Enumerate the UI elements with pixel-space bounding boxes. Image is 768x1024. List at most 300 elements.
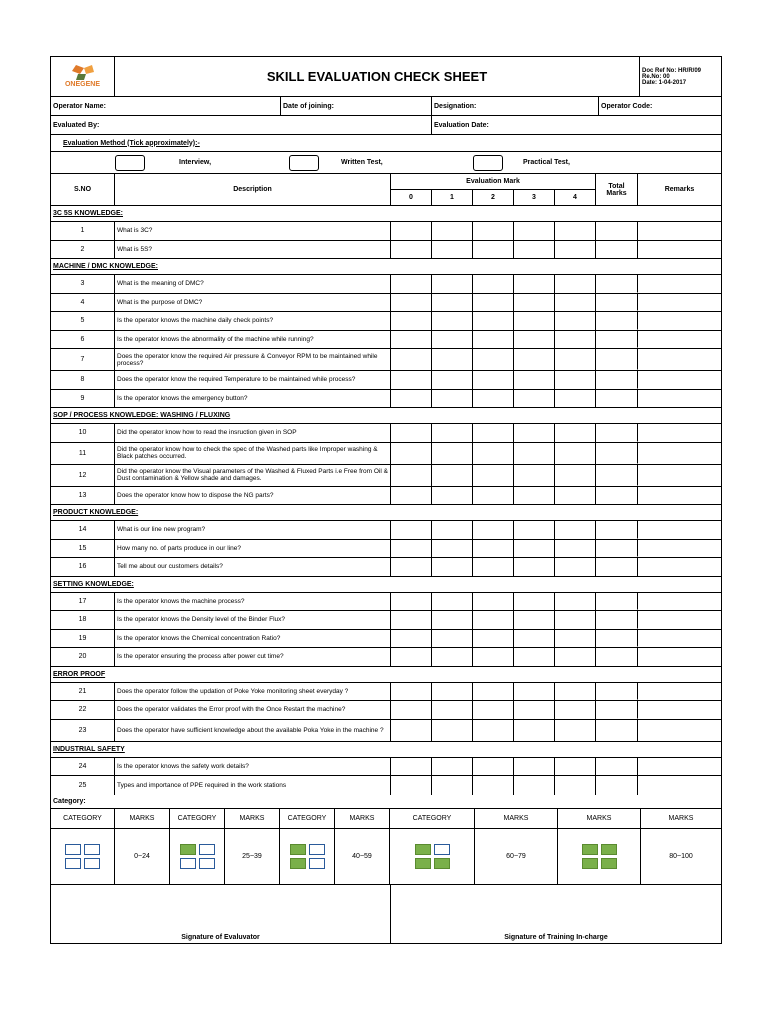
section-title-text: PRODUCT KNOWLEDGE:	[53, 509, 139, 516]
mark-cell[interactable]	[391, 776, 432, 795]
mark-cell[interactable]	[555, 611, 596, 629]
question-number: 12	[51, 465, 115, 486]
mark-cell[interactable]	[555, 424, 596, 442]
mark-cell[interactable]	[391, 701, 432, 719]
mark-cell[interactable]	[432, 424, 473, 442]
mark-columns	[391, 190, 595, 205]
mark-cell[interactable]	[432, 487, 473, 505]
question-text: What is our line new program?	[115, 521, 391, 539]
category-mark-range: 0~24	[115, 829, 170, 884]
operator-name-field[interactable]: Operator Name:	[51, 97, 281, 115]
empty-square-icon	[180, 858, 196, 869]
remarks-cell[interactable]	[638, 312, 721, 330]
mark-cell[interactable]	[473, 701, 514, 719]
mark-cell[interactable]	[432, 312, 473, 330]
mark-cell[interactable]	[514, 222, 555, 240]
empty-square-icon	[309, 844, 325, 855]
mark-cell[interactable]	[473, 630, 514, 648]
mark-cell[interactable]	[432, 390, 473, 408]
mark-cell[interactable]	[432, 349, 473, 370]
interview-checkbox[interactable]	[115, 155, 145, 171]
total-marks-cell[interactable]	[596, 776, 638, 795]
question-number: 23	[51, 720, 115, 741]
category-4-icon	[558, 829, 641, 884]
mark-cell[interactable]	[473, 349, 514, 370]
mark-cell[interactable]	[555, 443, 596, 464]
filled-square-icon	[601, 844, 617, 855]
mark-cell[interactable]	[514, 630, 555, 648]
evaluation-method-options	[51, 152, 721, 174]
mark-cell[interactable]	[391, 558, 432, 576]
mark-cell[interactable]	[514, 683, 555, 701]
total-marks-cell[interactable]	[596, 521, 638, 539]
table-row	[51, 487, 721, 506]
mark-cell[interactable]	[391, 683, 432, 701]
mark-cell[interactable]	[432, 720, 473, 741]
mark-cell[interactable]	[473, 465, 514, 486]
mark-cell[interactable]	[473, 331, 514, 349]
category-mark-range: 80~100	[669, 852, 693, 860]
category-header-row	[51, 809, 721, 829]
mark-cell[interactable]	[514, 701, 555, 719]
table-row	[51, 630, 721, 649]
mark-cell[interactable]	[432, 558, 473, 576]
mark-cell[interactable]	[555, 465, 596, 486]
mark-cell[interactable]	[473, 776, 514, 795]
mark-cell[interactable]	[432, 758, 473, 776]
evaluation-date-field[interactable]: Evaluation Date:	[434, 121, 489, 129]
remarks-cell[interactable]	[638, 349, 721, 370]
remarks-cell[interactable]	[638, 630, 721, 648]
question-text: What is 5S?	[115, 241, 391, 259]
mark-cell[interactable]	[391, 390, 432, 408]
doc-reference	[640, 57, 721, 96]
mark-cell[interactable]	[473, 758, 514, 776]
table-header	[51, 174, 721, 206]
mark-cell[interactable]	[555, 683, 596, 701]
mark-cell[interactable]	[514, 720, 555, 741]
table-row	[51, 222, 721, 241]
mark-cell[interactable]	[555, 371, 596, 389]
remarks-cell[interactable]	[638, 611, 721, 629]
mark-cell[interactable]	[391, 521, 432, 539]
remarks-cell[interactable]	[638, 390, 721, 408]
mark-cell[interactable]	[473, 424, 514, 442]
category-squares-icon	[415, 844, 450, 869]
question-number: 14	[51, 521, 115, 539]
category-1-icon	[170, 829, 225, 884]
mark-cell[interactable]	[391, 294, 432, 312]
mark-cell[interactable]	[391, 222, 432, 240]
mark-cell[interactable]	[432, 540, 473, 558]
mark-cell[interactable]	[432, 294, 473, 312]
mark-column-header: 2	[473, 190, 514, 205]
mark-cell[interactable]	[473, 683, 514, 701]
total-marks-cell[interactable]	[596, 540, 638, 558]
question-number: 22	[51, 701, 115, 719]
mark-cell[interactable]	[514, 349, 555, 370]
category-column-header: MARKS	[225, 809, 280, 828]
operator-code-field[interactable]: Operator Code:	[601, 102, 653, 110]
category-column-header: CATEGORY	[51, 809, 115, 828]
category-column-header: MARKS	[475, 809, 558, 828]
category-mark-range: 25~39	[225, 829, 280, 884]
total-marks-cell[interactable]	[596, 593, 638, 611]
mark-cell[interactable]	[473, 540, 514, 558]
remarks-cell[interactable]	[638, 241, 721, 259]
question-text: Types and importance of PPE required in the work stations	[115, 776, 391, 795]
mark-cell[interactable]	[514, 648, 555, 666]
total-marks-cell[interactable]	[596, 371, 638, 389]
category-squares-icon	[180, 844, 215, 869]
mark-cell[interactable]	[514, 294, 555, 312]
question-number: 11	[51, 443, 115, 464]
mark-cell[interactable]	[514, 487, 555, 505]
mark-cell[interactable]	[391, 443, 432, 464]
mark-cell[interactable]	[391, 241, 432, 259]
empty-square-icon	[199, 844, 215, 855]
question-text: Did the operator know the Visual parameters of the Washed & Fluxed Parts i.e Free from Oil & Dust contamination & Yellow shade and damages.	[115, 465, 391, 486]
mark-cell[interactable]	[473, 443, 514, 464]
designation-field[interactable]: Designation:	[432, 97, 599, 115]
remarks-cell[interactable]	[638, 275, 721, 293]
question-number: 24	[51, 758, 115, 776]
mark-cell[interactable]	[391, 465, 432, 486]
mark-cell[interactable]	[391, 487, 432, 505]
mark-cell[interactable]	[514, 312, 555, 330]
mark-cell[interactable]	[473, 294, 514, 312]
mark-cell[interactable]	[391, 720, 432, 741]
table-row	[51, 593, 721, 612]
section-title-text: INDUSTRIAL SAFETY	[53, 745, 125, 753]
evaluated-by-field[interactable]: Evaluated By:	[51, 116, 432, 134]
evaluation-mark-title: Evaluation Mark	[391, 174, 595, 190]
mark-cell[interactable]	[473, 312, 514, 330]
mark-column-header: 4	[573, 194, 577, 201]
total-marks-cell[interactable]	[596, 487, 638, 505]
question-text: How many no. of parts produce in our line?	[115, 540, 391, 558]
remarks-cell[interactable]	[638, 776, 721, 795]
mark-cell[interactable]	[432, 648, 473, 666]
question-number: 25	[51, 776, 115, 795]
mark-cell[interactable]	[473, 390, 514, 408]
total-marks-cell[interactable]	[596, 683, 638, 701]
table-row	[51, 241, 721, 260]
mark-cell[interactable]	[432, 630, 473, 648]
remarks-cell[interactable]	[638, 294, 721, 312]
total-marks-cell[interactable]	[596, 443, 638, 464]
total-marks-cell[interactable]	[596, 222, 638, 240]
question-number: 21	[51, 683, 115, 701]
total-marks-cell[interactable]	[596, 648, 638, 666]
total-marks-cell[interactable]	[596, 701, 638, 719]
question-number: 1	[51, 222, 115, 240]
table-row	[51, 701, 721, 720]
category-0-icon	[51, 829, 115, 884]
mark-cell[interactable]	[391, 648, 432, 666]
mark-cell[interactable]	[555, 630, 596, 648]
remarks-header: Remarks	[664, 186, 695, 193]
mark-cell[interactable]	[473, 275, 514, 293]
table-row	[51, 611, 721, 630]
mark-cell[interactable]	[432, 371, 473, 389]
section-title-text: 3C 5S KNOWLEDGE:	[53, 210, 124, 217]
mark-cell[interactable]	[391, 540, 432, 558]
mark-cell[interactable]	[514, 424, 555, 442]
evaluation-method-label: Evaluation Method (Tick approximately):-	[63, 139, 200, 147]
mark-cell[interactable]	[555, 558, 596, 576]
revision-no: Re.No: 00	[642, 73, 670, 80]
question-text: Does the operator have sufficient knowledge about the available Poka Yoke in the machine ?	[115, 720, 391, 741]
question-text: Does the operator know the required Temperature to be maintained while process?	[115, 371, 391, 389]
mark-cell[interactable]	[555, 701, 596, 719]
remarks-cell[interactable]	[638, 720, 721, 741]
filled-square-icon	[582, 858, 598, 869]
remarks-cell[interactable]	[638, 371, 721, 389]
category-column-header: CATEGORY	[170, 809, 225, 828]
category-3-icon	[390, 829, 475, 884]
total-marks-cell[interactable]	[596, 558, 638, 576]
mark-cell[interactable]	[514, 371, 555, 389]
doc-ref-no: Doc Ref No: HR/R/09	[642, 67, 702, 74]
mark-cell[interactable]	[473, 720, 514, 741]
mark-cell[interactable]	[514, 776, 555, 795]
category-mark-range: 40~59	[335, 829, 390, 884]
mark-cell[interactable]	[555, 487, 596, 505]
mark-cell[interactable]	[473, 593, 514, 611]
total-marks-cell[interactable]	[596, 275, 638, 293]
filled-square-icon	[180, 844, 196, 855]
mark-cell[interactable]	[473, 487, 514, 505]
mark-cell[interactable]	[514, 331, 555, 349]
mark-column-header: 1	[432, 190, 473, 205]
mark-cell[interactable]	[514, 611, 555, 629]
question-number: 16	[51, 558, 115, 576]
mark-cell[interactable]	[391, 371, 432, 389]
category-column-header: MARKS	[558, 809, 641, 828]
total-marks-cell[interactable]	[596, 630, 638, 648]
remarks-cell[interactable]	[638, 558, 721, 576]
table-row	[51, 443, 721, 465]
mark-cell[interactable]	[432, 611, 473, 629]
filled-square-icon	[582, 844, 598, 855]
table-row	[51, 424, 721, 443]
practical-test-checkbox[interactable]	[473, 155, 503, 171]
mark-cell[interactable]	[432, 275, 473, 293]
section-title	[51, 206, 721, 222]
mark-cell[interactable]	[514, 540, 555, 558]
question-text: Does the operator know the required Air pressure & Conveyor RPM to be maintained while process?	[115, 349, 391, 370]
mark-cell[interactable]	[514, 593, 555, 611]
mark-cell[interactable]	[432, 593, 473, 611]
mark-cell[interactable]	[391, 349, 432, 370]
mark-cell[interactable]	[555, 349, 596, 370]
table-row	[51, 390, 721, 409]
category-squares-icon	[582, 844, 617, 869]
written-test-label: Written Test,	[341, 158, 383, 166]
evaluation-mark-header	[391, 174, 596, 205]
filled-square-icon	[415, 858, 431, 869]
mark-cell[interactable]	[391, 275, 432, 293]
description-header: Description	[115, 174, 391, 205]
mark-cell[interactable]	[473, 648, 514, 666]
table-row	[51, 275, 721, 294]
mark-cell[interactable]	[432, 701, 473, 719]
question-number: 4	[51, 294, 115, 312]
total-marks-cell[interactable]	[596, 465, 638, 486]
table-row	[51, 331, 721, 350]
training-incharge-signature[interactable]: Signature of Training In-charge	[504, 933, 608, 941]
category-2-icon	[280, 829, 335, 884]
mark-cell[interactable]	[432, 443, 473, 464]
question-number: 15	[51, 540, 115, 558]
remarks-cell[interactable]	[638, 487, 721, 505]
mark-cell[interactable]	[432, 331, 473, 349]
mark-cell[interactable]	[555, 648, 596, 666]
mark-cell[interactable]	[432, 776, 473, 795]
remarks-cell[interactable]	[638, 683, 721, 701]
mark-cell[interactable]	[555, 294, 596, 312]
table-row	[51, 312, 721, 331]
remarks-cell[interactable]	[638, 222, 721, 240]
mark-cell[interactable]	[555, 390, 596, 408]
page-title: SKILL EVALUATION CHECK SHEET	[115, 57, 640, 96]
mark-cell[interactable]	[555, 241, 596, 259]
mark-cell[interactable]	[391, 630, 432, 648]
remarks-cell[interactable]	[638, 648, 721, 666]
question-text: What is the meaning of DMC?	[115, 275, 391, 293]
question-number: 17	[51, 593, 115, 611]
evaluation-sheet	[50, 56, 722, 944]
table-row	[51, 371, 721, 390]
table-row	[51, 648, 721, 667]
mark-cell[interactable]	[555, 331, 596, 349]
mark-cell[interactable]	[473, 241, 514, 259]
mark-cell[interactable]	[473, 371, 514, 389]
mark-cell[interactable]	[555, 312, 596, 330]
remarks-cell[interactable]	[638, 331, 721, 349]
table-row	[51, 294, 721, 313]
mark-cell[interactable]	[555, 222, 596, 240]
total-marks-cell[interactable]	[596, 312, 638, 330]
doc-date: Date: 1-04-2017	[642, 79, 687, 86]
remarks-cell[interactable]	[638, 701, 721, 719]
mark-cell[interactable]	[555, 758, 596, 776]
mark-cell[interactable]	[391, 593, 432, 611]
table-row	[51, 558, 721, 577]
date-of-joining-field[interactable]: Date of joining:	[281, 97, 432, 115]
total-marks-cell[interactable]	[596, 331, 638, 349]
mark-cell[interactable]	[432, 521, 473, 539]
question-text: Tell me about our customers details?	[115, 558, 391, 576]
table-row	[51, 349, 721, 371]
remarks-cell[interactable]	[638, 443, 721, 464]
empty-square-icon	[199, 858, 215, 869]
total-marks-cell[interactable]	[596, 294, 638, 312]
question-number: 20	[51, 648, 115, 666]
section-title	[51, 505, 721, 521]
section-title	[51, 577, 721, 593]
remarks-cell[interactable]	[638, 521, 721, 539]
mark-cell[interactable]	[555, 776, 596, 795]
mark-cell[interactable]	[555, 720, 596, 741]
mark-column-header: 3	[514, 190, 555, 205]
table-row	[51, 683, 721, 702]
mark-cell[interactable]	[473, 558, 514, 576]
evaluation-method-row	[51, 135, 721, 152]
mark-cell[interactable]	[432, 465, 473, 486]
mark-cell[interactable]	[391, 758, 432, 776]
mark-cell[interactable]	[391, 424, 432, 442]
mark-cell[interactable]	[432, 683, 473, 701]
mark-cell[interactable]	[514, 758, 555, 776]
total-marks-cell[interactable]	[596, 611, 638, 629]
category-column-header: MARKS	[115, 809, 170, 828]
mark-cell[interactable]	[555, 540, 596, 558]
mark-cell[interactable]	[514, 558, 555, 576]
question-sections	[51, 206, 721, 795]
remarks-cell[interactable]	[638, 758, 721, 776]
company-logo	[51, 57, 115, 96]
question-number: 18	[51, 611, 115, 629]
total-marks-cell[interactable]	[596, 424, 638, 442]
mark-cell[interactable]	[473, 611, 514, 629]
remarks-cell[interactable]	[638, 465, 721, 486]
question-text: What is the purpose of DMC?	[115, 294, 391, 312]
filled-square-icon	[290, 844, 306, 855]
mark-cell[interactable]	[514, 443, 555, 464]
mark-cell[interactable]	[514, 390, 555, 408]
category-column-header: MARKS	[335, 809, 390, 828]
mark-cell[interactable]	[391, 312, 432, 330]
mark-cell[interactable]	[514, 241, 555, 259]
mark-cell[interactable]	[514, 275, 555, 293]
question-number: 19	[51, 630, 115, 648]
mark-cell[interactable]	[555, 275, 596, 293]
question-text: Does the operator know how to dispose the NG parts?	[115, 487, 391, 505]
category-column-header: CATEGORY	[390, 809, 475, 828]
total-marks-cell[interactable]	[596, 758, 638, 776]
mark-cell[interactable]	[555, 593, 596, 611]
question-text: Is the operator knows the machine daily check points?	[115, 312, 391, 330]
total-marks-header: Total Marks	[596, 174, 638, 205]
question-text: Did the operator know how to check the spec of the Washed parts like Improper washing & Black patches occurred.	[115, 443, 391, 464]
table-row	[51, 465, 721, 487]
mark-cell[interactable]	[555, 521, 596, 539]
evaluator-signature[interactable]: Signature of Evaluvator	[51, 885, 391, 943]
logo-icon	[70, 65, 96, 81]
remarks-cell[interactable]	[638, 540, 721, 558]
empty-square-icon	[65, 858, 81, 869]
written-test-checkbox[interactable]	[289, 155, 319, 171]
mark-cell[interactable]	[514, 521, 555, 539]
mark-cell[interactable]	[514, 465, 555, 486]
mark-cell[interactable]	[432, 222, 473, 240]
total-marks-cell[interactable]	[596, 241, 638, 259]
remarks-cell[interactable]	[638, 424, 721, 442]
total-marks-cell[interactable]	[596, 720, 638, 741]
mark-cell[interactable]	[473, 521, 514, 539]
logo-text: ONEGENE	[64, 81, 100, 88]
total-marks-cell[interactable]	[596, 390, 638, 408]
mark-cell[interactable]	[391, 331, 432, 349]
total-marks-cell[interactable]	[596, 349, 638, 370]
question-number: 5	[51, 312, 115, 330]
remarks-cell[interactable]	[638, 593, 721, 611]
mark-cell[interactable]	[432, 241, 473, 259]
mark-cell[interactable]	[391, 611, 432, 629]
mark-cell[interactable]	[473, 222, 514, 240]
